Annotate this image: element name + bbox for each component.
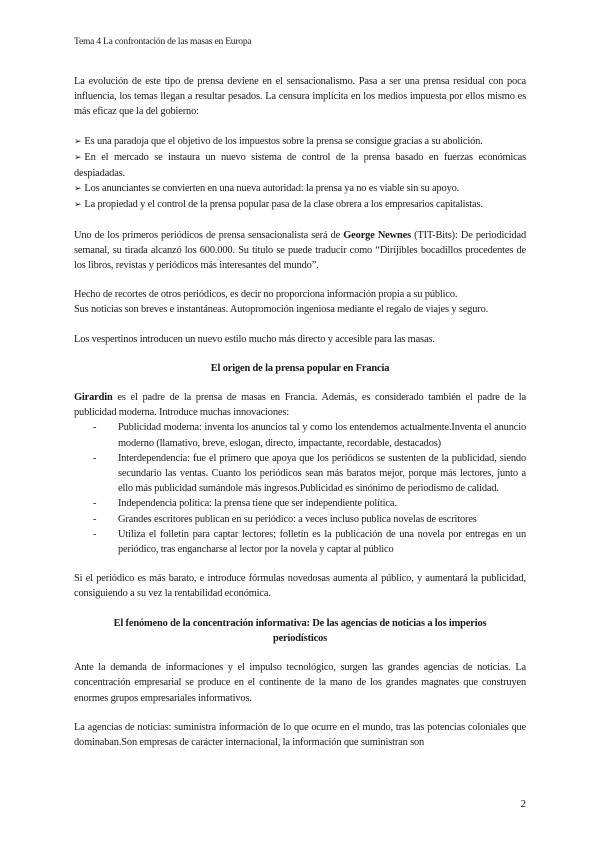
list-item: - Utiliza el folletín para captar lectores; folletín es la publicación de una novela por entregas en un periódico, tras engancharse al lector por la novela y captar al público — [74, 527, 526, 557]
section-heading-concentracion: El fenómeno de la concentración informativa: De las agencias de noticias a los imperios periodísticos — [113, 617, 487, 644]
document-body — [74, 74, 526, 750]
bullet-item: ➢ Es una paradoja que el objetivo de los impuestos sobre la prensa se consigue gracias a su abolición. — [74, 135, 483, 147]
noticias-paragraph: Sus noticias son breves e instantáneas. Autopromoción ingeniosa mediante el regalo de viajes y seguro. — [74, 304, 489, 316]
girardin-name: Girardin — [74, 392, 113, 404]
arrow-bullet-icon: ➢ — [74, 152, 82, 163]
bullet-item: ➢ En el mercado se instaura un nuevo sistema de control de la prensa basado en fuerzas económicas despiadadas. — [74, 151, 526, 180]
recortes-paragraph: Hecho de recortes de otros periódicos, es decir no proporciona información propia a su público. — [74, 289, 458, 301]
section-heading-francia: El origen de la prensa popular en Francia — [210, 362, 390, 374]
bullet-item: ➢ La propiedad y el control de la prensa popular pasa de la clase obrera a los empresarios capitalistas. — [74, 199, 483, 211]
closing-paragraph: Si el periódico es más barato, e introduce fórmulas novedosas aumenta al público, y aumentará la publicidad, consiguiendo a su vez la rentabilidad económica. — [74, 573, 526, 600]
newnes-name: George Newnes — [343, 229, 411, 241]
bullet-item: ➢ Los anunciantes se convierten en una nueva autoridad: la prensa ya no es viable sin su apoyo. — [74, 183, 460, 195]
list-item: - Independencia política: la prensa tiene que ser independiente política. — [74, 496, 526, 511]
agencias-paragraph: La agencias de noticias: suministra información de lo que ocurre en el mundo, tras las potencias coloniales que dominaban.Son empresas de carácter internacional, la información que suministran son — [74, 721, 526, 748]
arrow-bullet-icon: ➢ — [74, 200, 82, 211]
newnes-paragraph: Uno de los primeros periódicos de prensa sensacionalista será de George Newnes (TIT-Bits): De periodicidad semanal, su tirada alcanzó los 600.000. Su título se puede traducir como “Diríjibles bocadillos procedentes de los libros, revistas y periódicos más interesantes del mundo”. — [74, 229, 526, 272]
running-header: Tema 4 La confrontación de las masas en Europa — [74, 37, 252, 47]
arrow-bullet-icon: ➢ — [74, 136, 82, 147]
list-item: - Grandes escritores publican en su periódico: a veces incluso publica novelas de escritores — [74, 512, 526, 527]
list-item: - Interdependencia: fue el primero que apoya que los periódicos se sustenten de la publicidad, siendo secundario las ventas. Cuanto los periódicos sean más baratos mejor, porque más lectores, junto a ello más publicidad sumándole más ingresos.Publicidad es sinónimo de periodismo de calidad. — [74, 451, 526, 497]
girardin-paragraph: Girardin es el padre de la prensa de masas en Francia. Además, es considerado también el padre de la publicidad moderna. Introduce muchas innovaciones: — [74, 392, 526, 419]
arrow-bullet-icon: ➢ — [74, 184, 82, 195]
page-number: 2 — [520, 798, 526, 810]
innovations-list — [74, 420, 526, 557]
vespertinos-paragraph: Los vespertinos introducen un nuevo estilo mucho más directo y accesible para las masas. — [74, 333, 435, 345]
intro-paragraph: La evolución de este tipo de prensa deviene en el sensacionalismo. Pasa a ser una prensa residual con poca influencia, los temas llegan a resultar pesados. La censura implícita en los medios impuesta por ellos mismo es más eficaz que la del gobierno: — [74, 76, 526, 118]
agencias-intro-paragraph: Ante la demanda de informaciones y el impulso tecnológico, surgen las grandes agencias de noticias. La concentración empresarial se produce en el continente de la mano de los grandes magnates que construyen enormes grupos empresariales informativos. — [74, 662, 526, 704]
list-item: - Publicidad moderna: inventa los anuncios tal y como los entendemos actualmente.Inventa el anuncio moderno (llamativo, breve, eslogan, directo, impactante, recordable, destacados) — [74, 420, 526, 450]
